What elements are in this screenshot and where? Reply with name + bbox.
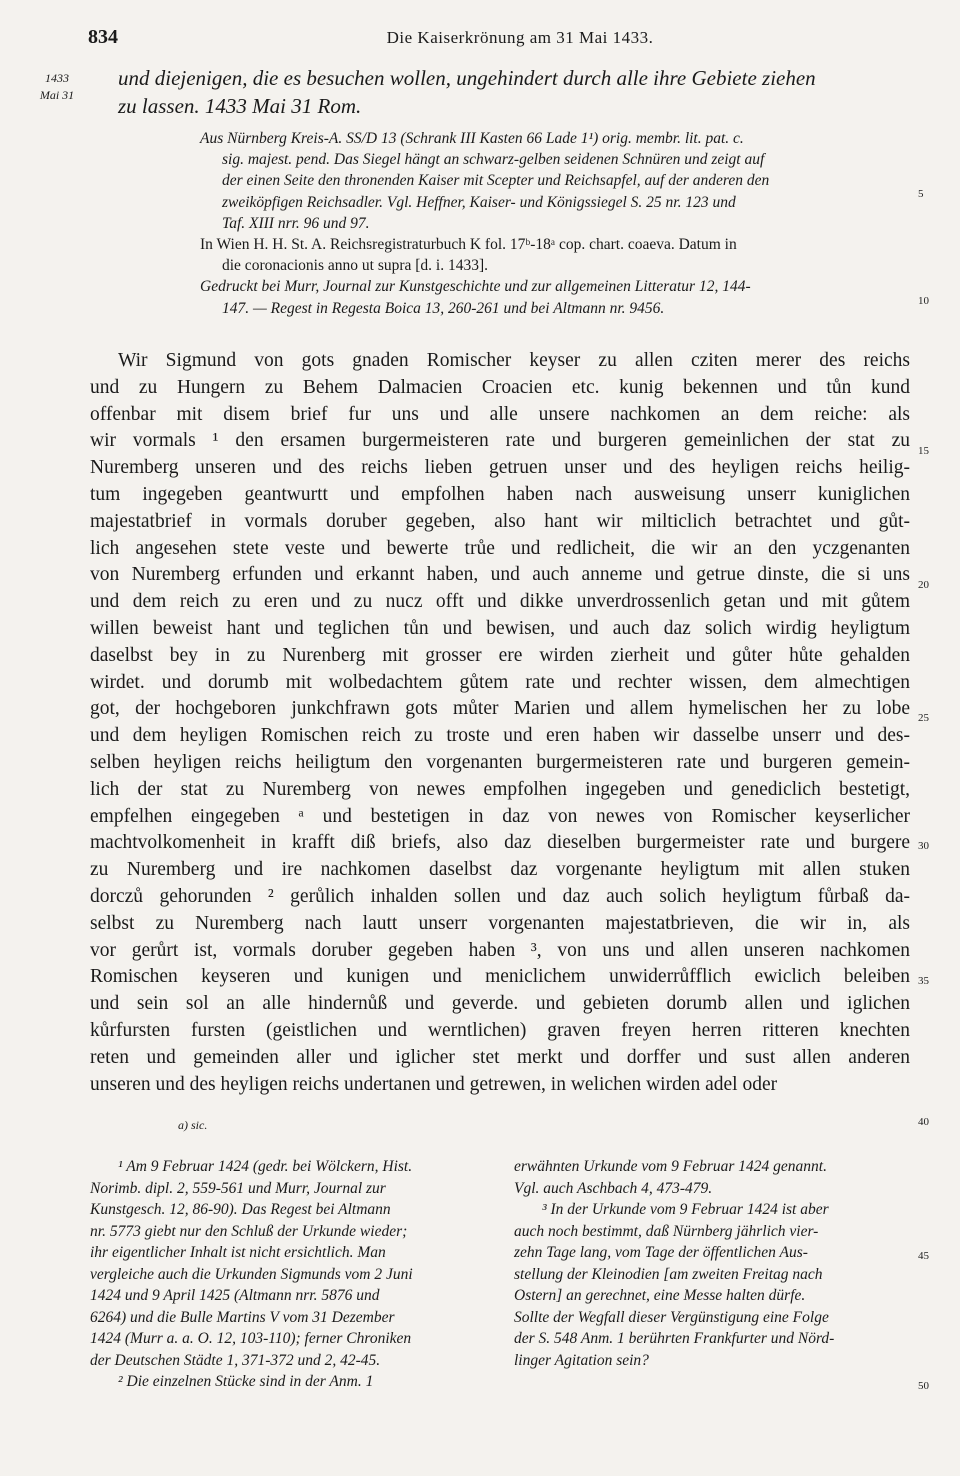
charter-line: und sein sol an alle hindernůß und geverde. und gebieten dorumb allen und iglichen bbox=[90, 993, 910, 1015]
footnote-line: auch noch bestimmt, daß Nürnberg jährlich vier- bbox=[514, 1222, 819, 1240]
footnote-line: 1424 und 9 April 1425 (Altmann nrr. 5876 und bbox=[90, 1287, 380, 1304]
charter-line: wir vormals ¹ den ersamen burgermeisteren rate und burgeren gemeinlichen der stat zu bbox=[90, 430, 910, 452]
regest-summary bbox=[118, 64, 908, 120]
footnote-line: Ostern] an gerechnet, eine Messe halten dürfe. bbox=[514, 1287, 806, 1304]
margin-date-year: 1433 bbox=[45, 71, 69, 85]
footnote-line: Norimb. dipl. 2, 559-561 und Murr, Journal zur bbox=[90, 1179, 386, 1197]
charter-line: kůrfursten fursten (geistlichen und werntlichen) graven freyen herren ritteren knechten bbox=[90, 1019, 910, 1041]
footnote-line: vergleiche auch die Urkunden Sigmunds vom 2 Juni bbox=[90, 1265, 413, 1283]
line-number: 5 bbox=[918, 188, 924, 200]
margin-date bbox=[30, 70, 84, 104]
charter-line: empfelhen eingegeben ᵃ und bestetigen in daz von newes von Romischer keyserlicher bbox=[90, 805, 910, 827]
line-number: 35 bbox=[918, 975, 929, 987]
source-line: Gedruckt bei Murr, Journal zur Kunstgeschichte und zur allgemeinen Litteratur 12, 144- bbox=[200, 278, 751, 296]
charter-line: lich angesehen stete veste und bewerte trůe und redlicheit, die wir an den yczgenanten bbox=[90, 537, 910, 559]
line-number: 40 bbox=[918, 1116, 929, 1128]
line-number: 45 bbox=[918, 1250, 929, 1262]
footnote-line: stellung der Kleinodien [am zweiten Freitag nach bbox=[514, 1265, 823, 1283]
footnote-line: nr. 5773 giebt nur den Schluß der Urkunde wieder; bbox=[90, 1222, 408, 1240]
line-number: 10 bbox=[918, 295, 929, 307]
summary-line: und diejenigen, die es besuchen wollen, ungehindert durch alle ihre Gebiete ziehen bbox=[118, 66, 816, 90]
footnote-line: 1424 (Murr a. a. O. 12, 103-110); ferner Chroniken bbox=[90, 1330, 412, 1347]
line-number: 50 bbox=[918, 1380, 929, 1392]
footnote-line: ² Die einzelnen Stücke sind in der Anm. 1 bbox=[118, 1373, 374, 1390]
footnote-line: 6264) und die Bulle Martins V vom 31 Dezember bbox=[90, 1308, 395, 1326]
charter-line: daselbst bey in zu Nurenberg mit grosser ere wirden zierheit und gůter hůte gehalden bbox=[90, 644, 910, 666]
charter-line: willen beweist hant und teglichen tůn und bewisen, und auch daz solich wirdig heyligtum bbox=[90, 617, 910, 639]
charter-line: machtvolkomenheit in krafft diß briefs, also daz dieselben burgermeister rate und burgere bbox=[90, 832, 910, 854]
charter-line: majestatbrief in vormals doruber gegeben, also hant wir milticlich betrachtet und gůt- bbox=[90, 510, 910, 532]
footnote-line: der S. 548 Anm. 1 berührten Frankfurter und Nörd- bbox=[514, 1330, 835, 1347]
charter-line: vor gerůrt ist, vormals doruber gegeben haben ³, von uns und allen unseren nachkomen bbox=[90, 939, 910, 961]
source-line: In Wien H. H. St. A. Reichsregistraturbuch K fol. 17ᵇ-18ᵃ cop. chart. coaeva. Datum in bbox=[200, 236, 737, 254]
charter-line: Wir Sigmund von gots gnaden Romischer keyser zu allen cziten merer des reichs bbox=[118, 350, 910, 371]
charter-line: von Nuremberg erfunden und erkannt haben, und auch anneme und getrue dinste, die si uns bbox=[90, 564, 910, 586]
source-line: zweiköpfigen Reichsadler. Vgl. Heffner, Kaiser- und Königssiegel S. 25 nr. 123 und bbox=[222, 193, 736, 211]
footnotes-right-column bbox=[514, 1156, 904, 1371]
footnote-line: ¹ Am 9 Februar 1424 (gedr. bei Wölckern, Hist. bbox=[118, 1158, 413, 1175]
footnote-line: erwähnten Urkunde vom 9 Februar 1424 genannt. bbox=[514, 1158, 827, 1175]
footnote-line: ihr eigentlicher Inhalt ist nicht ersichtlich. Man bbox=[90, 1244, 386, 1261]
line-number: 30 bbox=[918, 840, 929, 852]
summary-line: zu lassen. 1433 Mai 31 Rom. bbox=[118, 94, 362, 118]
charter-line: reten und gemeinden aller und iglicher stet merkt und dorffer und sust allen anderen bbox=[90, 1046, 910, 1068]
source-line: 147. — Regest in Regesta Boica 13, 260-261 und bei Altmann nr. 9456. bbox=[222, 299, 665, 317]
page-number: 834 bbox=[88, 26, 118, 48]
source-line: die coronacionis anno ut supra [d. i. 1433]. bbox=[222, 257, 489, 275]
charter-line: unseren und des heyligen reichs undertanen und getrewen, in welichen wirden adel oder bbox=[90, 1073, 778, 1095]
charter-line: dorczů gehorunden ² gerůlich inhalden sollen und daz auch solich heyligtum fůrbaß da- bbox=[90, 885, 910, 907]
source-line: der einen Seite den thronenden Kaiser mit Scepter und Reichsapfel, auf der anderen den bbox=[222, 172, 770, 190]
source-line: Taf. XIII nrr. 96 und 97. bbox=[222, 214, 370, 232]
charter-line: Romischen keyseren und kunigen und meniclichem unwiderrůfflich ewiclich beleiben bbox=[90, 966, 910, 988]
charter-text bbox=[90, 348, 910, 1098]
footnote-line: ³ In der Urkunde vom 9 Februar 1424 ist aber bbox=[542, 1201, 829, 1218]
footnote-line: der Deutschen Städte 1, 371-372 und 2, 42-45. bbox=[90, 1351, 381, 1369]
running-title: Die Kaiserkrönung am 31 Mai 1433. bbox=[386, 28, 654, 47]
charter-line: wirdet. und dorumb mit wolbedachtem gůtem rate und rechter wissen, dem almechtigen bbox=[90, 671, 910, 693]
charter-line: tum ingegeben geantwurtt und empfolhen haben nach ausweisung unserr kuniglichen bbox=[90, 483, 910, 505]
charter-line: zu Nuremberg und ire nachkomen daselbst daz vorgenante heyligtum mit allen stuken bbox=[90, 859, 910, 881]
charter-line: selben heyligen reichs heiligtum den vorgenanten burgermeisteren rate und burgeren gemein- bbox=[90, 751, 910, 773]
footnote-line: zehn Tage lang, vom Tage der öffentlichen Aus- bbox=[514, 1244, 808, 1261]
charter-line: und dem reich zu eren und zu nucz offt und dikke unverdrossenlich getan und mit gůtem bbox=[90, 591, 910, 613]
charter-line: got, der hochgeboren junkchfrawn gots můter Marien und allem hymelischen her zu lobe bbox=[90, 698, 910, 720]
footnote-line: linger Agitation sein? bbox=[514, 1351, 649, 1369]
source-line: sig. majest. pend. Das Siegel hängt an schwarz-gelben seidenen Schnüren und zeigt auf bbox=[222, 151, 765, 169]
source-line: Aus Nürnberg Kreis-A. SS/D 13 (Schrank III Kasten 66 Lade 1¹) orig. membr. lit. pat. c. bbox=[200, 130, 744, 147]
footnote-line: Vgl. auch Aschbach 4, 473-479. bbox=[514, 1179, 713, 1197]
charter-line: Nuremberg unseren und des reichs lieben getruen unser und des heyligen reichs heilig- bbox=[90, 457, 910, 479]
line-number: 20 bbox=[918, 579, 929, 591]
charter-line: lich der stat zu Nuremberg von newes empfolhen ingegeben und genediclich bestetigt, bbox=[90, 778, 910, 800]
line-number: 25 bbox=[918, 712, 929, 724]
source-apparatus bbox=[200, 128, 910, 319]
charter-line: selbst zu Nuremberg nach lautt unserr vorgenanten majestatbrieven, die wir in, als bbox=[90, 912, 910, 934]
textual-note-a: a) sic. bbox=[178, 1118, 208, 1132]
margin-date-day: Mai 31 bbox=[39, 88, 75, 102]
footnote-line: Kunstgesch. 12, 86-90). Das Regest bei Altmann bbox=[90, 1201, 391, 1218]
charter-line: und zu Hungern zu Behem Dalmacien Croacien etc. kunig bekennen und tůn kund bbox=[90, 376, 910, 398]
line-number: 15 bbox=[918, 445, 929, 457]
charter-line: offenbar mit disem brief fur uns und alle unsere nachkomen an dem reiche: als bbox=[90, 403, 910, 425]
charter-line: und dem heyligen Romischen reich zu troste und eren haben wir dasselbe unserr und des- bbox=[90, 725, 910, 747]
footnote-line: Sollte der Wegfall dieser Vergünstigung eine Folge bbox=[514, 1308, 829, 1326]
footnotes-left-column bbox=[90, 1156, 480, 1393]
